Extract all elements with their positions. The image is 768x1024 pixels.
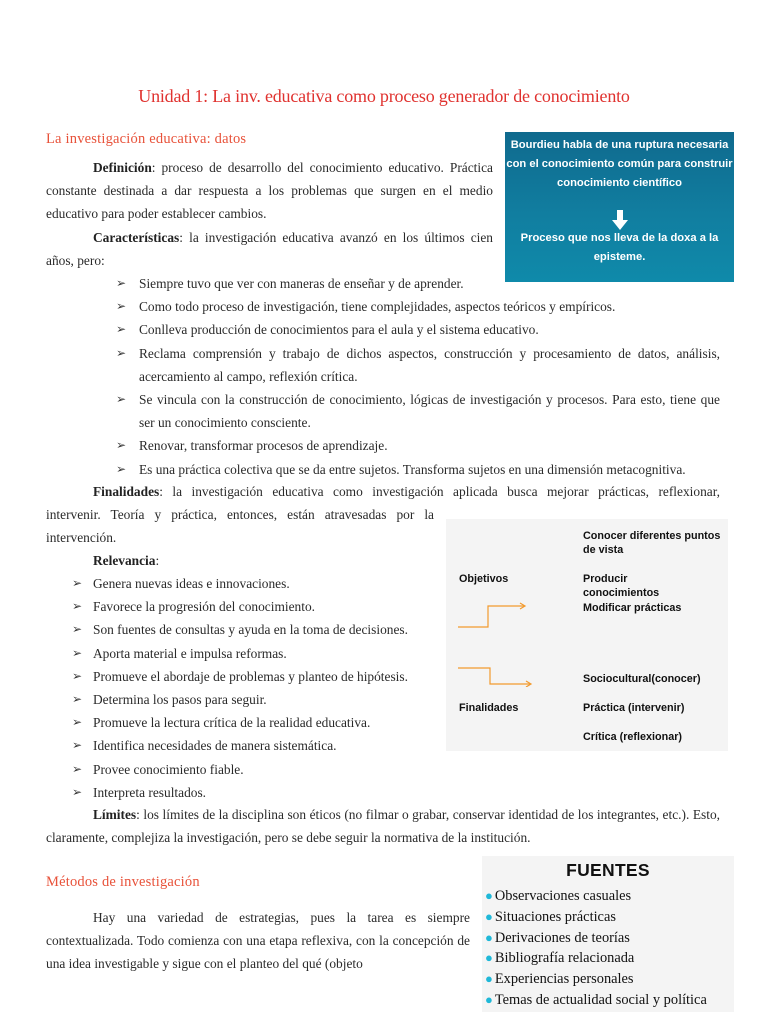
- section-heading-metodos: Métodos de investigación: [46, 874, 200, 890]
- arrow-bullet-icon: ➢: [72, 692, 83, 707]
- list-item: ➢ Identifica necesidades de manera sistemática.: [93, 734, 438, 757]
- list-item: ➢ Determina los pasos para seguir.: [93, 688, 438, 711]
- relevancia-list: [72, 572, 438, 804]
- list-item: ➢ Favorece la progresión del conocimiento.: [93, 595, 438, 618]
- arrow-bullet-icon: ➢: [116, 392, 127, 407]
- arrow-bullet-icon: ➢: [72, 622, 83, 637]
- list-item: ➢ Reclama comprensión y trabajo de dichos aspectos, construcción y procesamiento de datos, análisis, acercamiento al campo, reflexión crítica.: [139, 342, 720, 388]
- finalidad-item: Crítica (reflexionar): [583, 731, 683, 743]
- definicion-paragraph: [46, 156, 493, 226]
- bullet-dot-icon: ●: [485, 929, 493, 945]
- list-item: ➢ Provee conocimiento fiable.: [93, 758, 438, 781]
- list-item: ➢ Promueve la lectura crítica de la realidad educativa.: [93, 711, 438, 734]
- metodos-paragraph: Hay una variedad de estrategias, pues la tarea es siempre contextualizada. Todo comienza con una etapa reflexiva, con la concepción de una idea investigable y sigue con el planteo del qué (objeto: [46, 910, 470, 972]
- list-item: ● Derivaciones de teorías: [485, 929, 630, 946]
- limites-text: : los límites de la disciplina son éticos (no filmar o grabar, conservar identidad de los integrantes, etc.). Esto, claramente, complejiza la investigación, pero se debe seguir la normativa de la institución.: [46, 807, 720, 846]
- finalidades-label: Finalidades: [459, 702, 519, 714]
- caracteristicas-text: : la investigación educativa avanzó en los últimos cien años, pero:: [46, 230, 493, 269]
- arrow-bullet-icon: ➢: [72, 761, 83, 776]
- bullet-dot-icon: ●: [485, 971, 493, 987]
- page-title: Unidad 1: La inv. educativa como proceso generador de conocimiento: [138, 86, 630, 106]
- objetivo-item: Conocer diferentes puntos de vista: [583, 530, 721, 556]
- bullet-dot-icon: ●: [485, 950, 493, 966]
- arrow-bullet-icon: ➢: [72, 645, 83, 660]
- objetivo-item: Modificar prácticas: [583, 602, 682, 614]
- definicion-text: : proceso de desarrollo del conocimiento educativo. Práctica constante destinada a dar respuesta a los problemas que surgen en el medio educativo para poder establecer cambios.: [46, 160, 493, 222]
- arrow-bullet-icon: ➢: [116, 322, 127, 337]
- list-item: ➢ Como todo proceso de investigación, tiene complejidades, aspectos teóricos y empíricos.: [139, 295, 720, 318]
- limites-label: Límites: [93, 807, 137, 822]
- objetivos-finalidades-diagram: [446, 519, 728, 751]
- bourdieu-box: [505, 132, 734, 282]
- list-item: ● Temas de actualidad social y política: [485, 991, 707, 1008]
- arrow-bullet-icon: ➢: [116, 299, 127, 314]
- finalidades-label: Finalidades: [93, 484, 160, 499]
- arrow-bullet-icon: ➢: [72, 668, 83, 683]
- arrow-bullet-icon: ➢: [116, 345, 127, 360]
- list-item: ● Observaciones casuales: [485, 888, 632, 904]
- arrow-bullet-icon: ➢: [72, 715, 83, 730]
- list-item: ➢ Genera nuevas ideas e innovaciones.: [93, 572, 438, 595]
- finalidades-line-1: Finalidades: la investigación educativa como investigación aplicada busca mejorar prácticas, reflexionar,: [93, 484, 720, 499]
- arrow-bullet-icon: ➢: [72, 738, 83, 753]
- list-item: ● Bibliografía relacionada: [485, 950, 635, 967]
- relevancia-heading: Relevancia:: [93, 553, 160, 568]
- definicion-label: Definición: [93, 160, 152, 175]
- bourdieu-top-text: Bourdieu habla de una ruptura necesaria con el conocimiento común para construir conocimiento científico: [506, 139, 733, 189]
- down-arrow-icon: [612, 210, 628, 230]
- arrow-bullet-icon: ➢: [72, 599, 83, 614]
- fuentes-list: [485, 886, 707, 1011]
- finalidades-line-3: intervención.: [46, 530, 117, 545]
- list-item: ➢ Son fuentes de consultas y ayuda en la toma de decisiones.: [93, 618, 438, 641]
- objetivo-item: Producir conocimientos: [583, 573, 660, 599]
- arrow-bullet-icon: ➢: [116, 276, 127, 290]
- arrow-bullet-icon: ➢: [72, 576, 83, 590]
- finalidad-item: Práctica (intervenir): [583, 702, 685, 714]
- arrow-bullet-icon: ➢: [116, 461, 127, 476]
- fuentes-box: [482, 856, 734, 1012]
- list-item: ➢ Renovar, transformar procesos de aprendizaje.: [139, 434, 720, 457]
- finalidades-arrow-icon: [458, 665, 534, 687]
- arrow-bullet-icon: ➢: [116, 438, 127, 453]
- section-heading-datos: La investigación educativa: datos: [46, 131, 247, 147]
- list-item: ➢ Es una práctica colectiva que se da entre sujetos. Transforma sujetos en una dimensión metacognitiva.: [139, 458, 720, 481]
- list-item: ➢ Aporta material e impulsa reformas.: [93, 642, 438, 665]
- bourdieu-bottom-text: Proceso que nos lleva de la doxa a la episteme.: [520, 232, 719, 263]
- list-item: ➢ Conlleva producción de conocimientos para el aula y el sistema educativo.: [139, 318, 720, 341]
- list-item: ● Situaciones prácticas: [485, 908, 616, 925]
- list-item: ➢ Interpreta resultados.: [93, 781, 438, 804]
- bullet-dot-icon: ●: [485, 991, 493, 1007]
- list-item: ➢ Promueve el abordaje de problemas y planteo de hipótesis.: [93, 665, 438, 688]
- relevancia-label: Relevancia: [93, 553, 156, 568]
- fuentes-title: FUENTES: [566, 860, 650, 880]
- finalidades-line-2: intervenir. Teoría y práctica, entonces, están atravesadas por la: [46, 507, 434, 522]
- limites-paragraph: [46, 803, 720, 849]
- objetivos-label: Objetivos: [459, 573, 509, 585]
- list-item: ➢ Se vincula con la construcción de conocimiento, lógicas de investigación y procesos. Para esto, tiene que ser un conocimiento consciente.: [139, 388, 720, 434]
- bullet-dot-icon: ●: [485, 888, 493, 903]
- objetivos-arrow-icon: [458, 602, 528, 630]
- caracteristicas-list: [116, 272, 720, 481]
- bullet-dot-icon: ●: [485, 908, 493, 924]
- finalidad-item: Sociocultural(conocer): [583, 673, 701, 685]
- list-item: ➢ Siempre tuvo que ver con maneras de enseñar y de aprender.: [139, 272, 720, 295]
- arrow-bullet-icon: ➢: [72, 784, 83, 799]
- caracteristicas-label: Características: [93, 230, 180, 245]
- list-item: ● Experiencias personales: [485, 971, 634, 988]
- caracteristicas-paragraph: [46, 226, 493, 272]
